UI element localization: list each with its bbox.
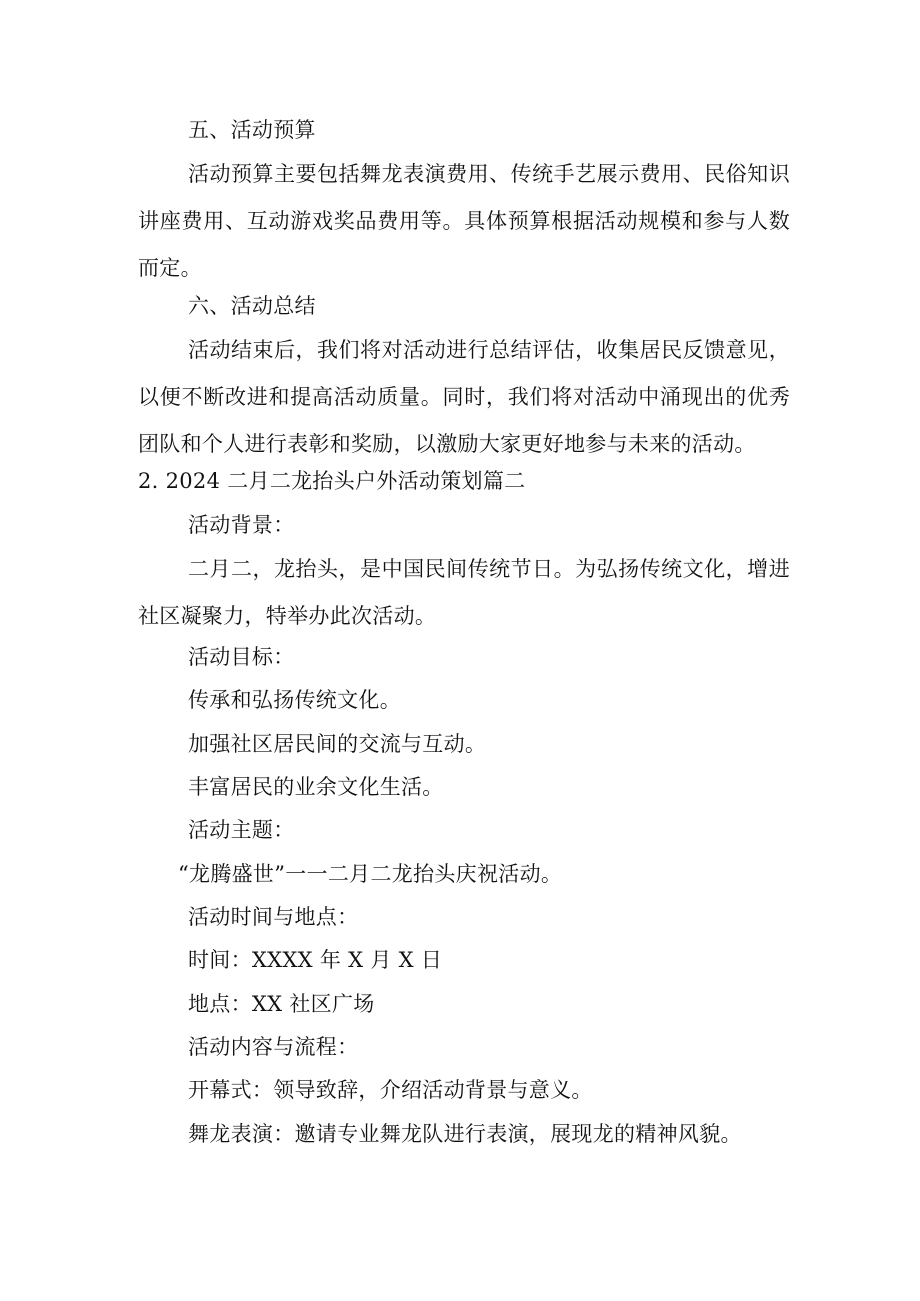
- theme-text: “龙腾盛世”一一二月二龙抬头庆祝活动。: [178, 862, 563, 886]
- theme-label: 活动主题：: [188, 818, 295, 842]
- part-two-title: 2. 2024 二月二龙抬头户外活动策划篇二: [138, 469, 526, 493]
- paragraph-summary: 活动结束后，我们将对活动进行总结评估，收集居民反馈意见，以便不断改进和提高活动质量。同时，我们将对活动中涌现出的优秀团队和个人进行表彰和奖励，以激励大家更好地参与未来的活动。: [138, 338, 790, 456]
- goal-item-2: 加强社区居民间的交流与互动。: [188, 732, 487, 756]
- goal-item-3: 丰富居民的业余文化生活。: [188, 775, 444, 799]
- section-heading-summary: 六、活动总结: [188, 294, 316, 318]
- background-label: 活动背景：: [188, 513, 295, 537]
- time-line: 时间：XXXX 年 X 月 X 日: [188, 948, 443, 972]
- flow-dragon-dance: 舞龙表演：邀请专业舞龙队进行表演，展现龙的精神风貌。: [188, 1122, 742, 1146]
- paragraph-background: 二月二，龙抬头，是中国民间传统节日。为弘扬传统文化，增进社区凝聚力，特举办此次活动。: [138, 557, 790, 628]
- time-place-label: 活动时间与地点：: [188, 905, 359, 929]
- flow-label: 活动内容与流程：: [188, 1035, 359, 1059]
- goal-label: 活动目标：: [188, 645, 295, 669]
- place-line: 地点：XX 社区广场: [188, 992, 375, 1016]
- goal-item-1: 传承和弘扬传统文化。: [188, 688, 401, 712]
- paragraph-budget: 活动预算主要包括舞龙表演费用、传统手艺展示费用、民俗知识讲座费用、互动游戏奖品费用等。具体预算根据活动规模和参与人数而定。: [138, 162, 790, 280]
- flow-opening: 开幕式：领导致辞，介绍活动背景与意义。: [188, 1078, 593, 1102]
- section-heading-budget: 五、活动预算: [188, 118, 316, 142]
